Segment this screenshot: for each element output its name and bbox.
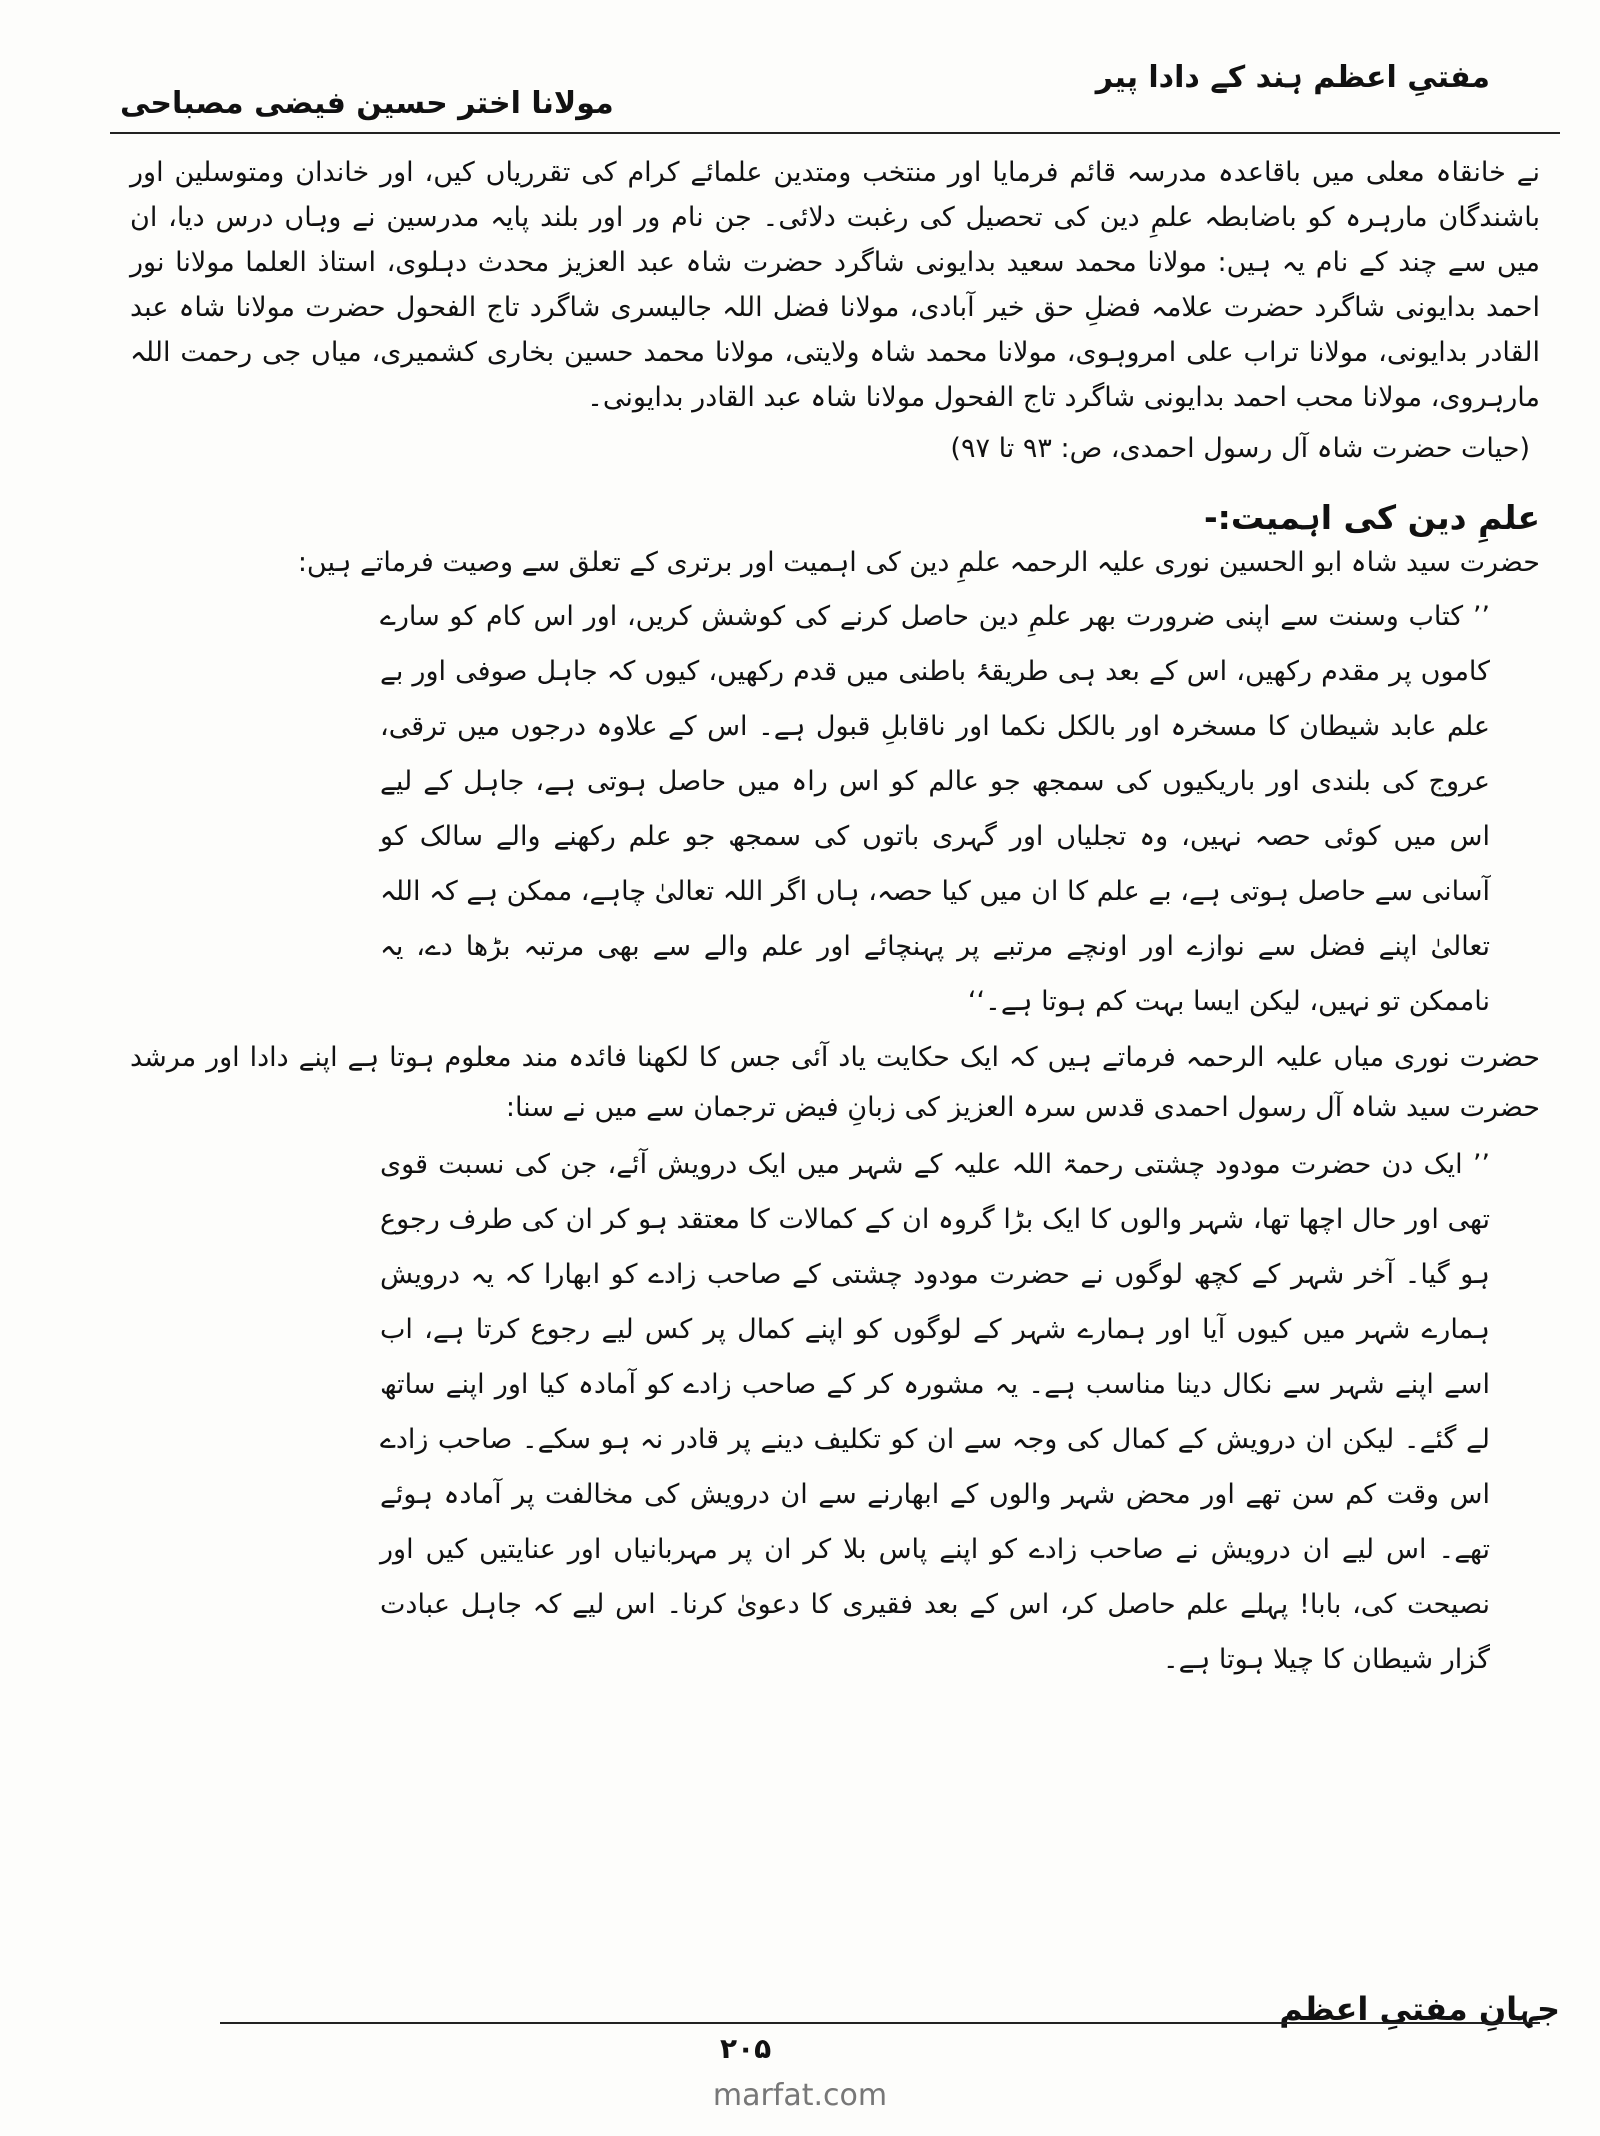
footer-divider xyxy=(220,2022,1540,2024)
running-header xyxy=(120,60,1490,130)
citation: (حیات حضرت شاہ آل رسول احمدی، ص: ۹۳ تا ۹۷) xyxy=(950,433,1530,464)
block-quote: ’’ کتاب وسنت سے اپنی ضرورت بھر علمِ دین حاصل کرنے کی کوشش کریں، اور اس کام کو سارے کاموں پر مقدم رکھیں، اس کے بعد ہی طریقۂ باطنی میں قدم رکھیں، کیوں کہ جاہل صوفی اور بے علم عابد شیطان کا مسخرہ اور بالکل نکما اور ناقابلِ قبول ہے۔ اس کے علاوہ درجوں میں ترقی، عروج کی بلندی اور باریکیوں کی سمجھ جو عالم کو اس راہ میں حاصل ہوتی ہے، جاہل کے لیے اس میں کوئی حصہ نہیں، وہ تجلیاں اور گہری باتوں کی سمجھ جو علم رکھنے والے سالک کو آسانی سے حاصل ہوتی ہے، بے علم کا ان میں کیا حصہ، ہاں اگر اللہ تعالیٰ چاہے، ممکن ہے کہ اللہ تعالیٰ اپنے فضل سے نوازے اور اونچے مرتبے پر پہنچائے اور علم والے سے بھی مرتبہ بڑھا دے، یہ ناممکن تو نہیں، لیکن ایسا بہت کم ہوتا ہے۔‘‘ xyxy=(380,601,1490,1017)
section-heading: علمِ دین کی اہمیت:- xyxy=(1203,498,1540,537)
footer-title: جہانِ مفتیِ اعظم xyxy=(1279,1990,1560,2028)
body-paragraph: نے خانقاہ معلی میں باقاعدہ مدرسہ قائم فرمایا اور منتخب ومتدین علمائے کرام کی تقرریاں کیں، اور خاندان ومتوسلین اور باشندگان مارہرہ کو باضابطہ علمِ دین کی تحصیل کی رغبت دلائی۔ جن نام ور اور بلند پایہ مدرسین نے وہاں درس دیا، ان میں سے چند کے نام یہ ہیں: مولانا محمد سعید بدایونی شاگرد حضرت شاہ عبد العزیز محدث دہلوی، استاذ العلما مولانا نور احمد بدایونی شاگرد حضرت علامہ فضلِ حق خیر آبادی، مولانا فضل اللہ جالیسری شاگرد تاج الفحول حضرت مولانا شاہ عبد القادر بدایونی، مولانا تراب علی امروہوی، مولانا محمد شاہ ولایتی، مولانا محمد حسین بخاری کشمیری، میاں جی رحمت اللہ مارہروی، مولانا محب احمد بدایونی شاگرد تاج الفحول مولانا شاہ عبد القادر بدایونی۔ xyxy=(130,157,1540,413)
intro-paragraph-2: حضرت نوری میاں علیہ الرحمہ فرماتے ہیں کہ ایک حکایت یاد آئی جس کا لکھنا فائدہ مند معلوم ہوتا ہے اپنے دادا اور مرشد حضرت سید شاہ آل رسول احمدی قدس سرہ العزیز کی زبانِ فیض ترجمان سے میں نے سنا: xyxy=(130,1042,1540,1123)
intro-paragraph: حضرت سید شاہ ابو الحسین نوری علیہ الرحمہ علمِ دین کی اہمیت اور برتری کے تعلق سے وصیت فرماتے ہیں: xyxy=(297,547,1540,578)
book-title: مفتیِ اعظم ہند کے دادا پیر xyxy=(1095,60,1490,95)
watermark: marfat.com xyxy=(712,2078,888,2113)
header-divider xyxy=(110,132,1560,134)
page-number: ۲۰۵ xyxy=(720,2032,772,2065)
page-content xyxy=(130,150,1540,1691)
author-name: مولانا اختر حسین فیضی مصباحی xyxy=(120,86,614,121)
block-quote-2: ’’ ایک دن حضرت مودود چشتی رحمۃ اللہ علیہ کے شہر میں ایک درویش آئے، جن کی نسبت قوی تھی اور حال اچھا تھا، شہر والوں کا ایک بڑا گروہ ان کے کمالات کا معتقد ہو کر ان کی طرف رجوع ہو گیا۔ آخر شہر کے کچھ لوگوں نے حضرت مودود چشتی کے صاحب زادے کو ابھارا کہ یہ درویش ہمارے شہر میں کیوں آیا اور ہمارے شہر کے لوگوں کو اپنے کمال پر کس لیے رجوع کرتا ہے، اب اسے اپنے شہر سے نکال دینا مناسب ہے۔ یہ مشورہ کر کے صاحب زادے کو آمادہ کیا اور اپنے ساتھ لے گئے۔ لیکن ان درویش کے کمال کی وجہ سے ان کو تکلیف دینے پر قادر نہ ہو سکے۔ صاحب زادے اس وقت کم سن تھے اور محض شہر والوں کے ابھارنے سے ان درویش کی مخالفت پر آمادہ ہوئے تھے۔ اس لیے ان درویش نے صاحب زادے کو اپنے پاس بلا کر ان پر مہربانیاں اور عنایتیں کیں اور نصیحت کی، بابا! پہلے علم حاصل کر، اس کے بعد فقیری کا دعویٰ کرنا۔ اس لیے کہ جاہل عبادت گزار شیطان کا چیلا ہوتا ہے۔ xyxy=(380,1149,1490,1675)
